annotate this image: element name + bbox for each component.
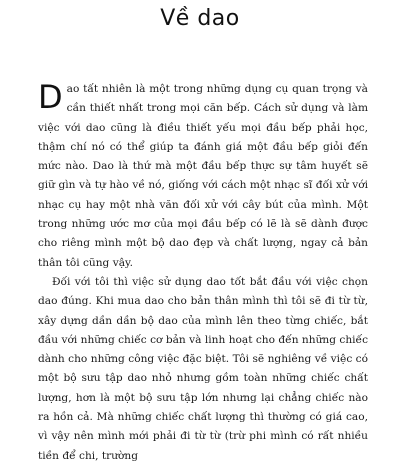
paragraph-1: [38, 80, 368, 273]
chapter-title: Về dao: [160, 6, 240, 31]
paragraph-1-text: ao tất nhiên là một trong những dụng cụ quan trọng và cần thiết nhất trong mọi căn bếp. Cách sử dụng và làm việc với dao cũng là điều thiết yếu mọi đầu bếp phải học, thậm chí nó có thể giúp ta đánh giá một đầu bếp giỏi đến mức nào. Dao là thứ mà một đầu bếp thực sự tâm huyết sẽ giữ gìn và tự hào về nó, giống với cách một nhạc sĩ đối xử với nhạc cụ hay một nhà văn đối xử với cây bút của mình. Một trong những ước mơ của mọi đầu bếp có lẽ là sẽ dành được cho riêng mình một bộ dao đẹp và chất lượng, ngay cả bản thân tôi cũng vậy.: [38, 83, 368, 269]
body-text: [38, 80, 368, 466]
drop-cap: D: [38, 78, 63, 116]
paragraph-2: Đối với tôi thì việc sử dụng dao tốt bắt đầu với việc chọn dao đúng. Khi mua dao cho bản thân mình thì tôi sẽ đi từ từ, xây dựng dần dần bộ dao của mình lên theo từng chiếc, bắt đầu với những chiếc cơ bản và linh hoạt cho đến những chiếc dành cho những công việc đặc biệt. Tôi sẽ nghiêng về việc có một bộ sưu tập dao nhỏ nhưng gồm toàn những chiếc chất lượng, hơn là một bộ sưu tập lớn nhưng lại chẳng chiếc nào ra hồn cả. Mà những chiếc chất lượng thì thường có giá cao, vì vậy nên mình mới phải đi từ từ (trừ phi mình có rất nhiều tiền để chi, trường: [38, 275, 368, 462]
